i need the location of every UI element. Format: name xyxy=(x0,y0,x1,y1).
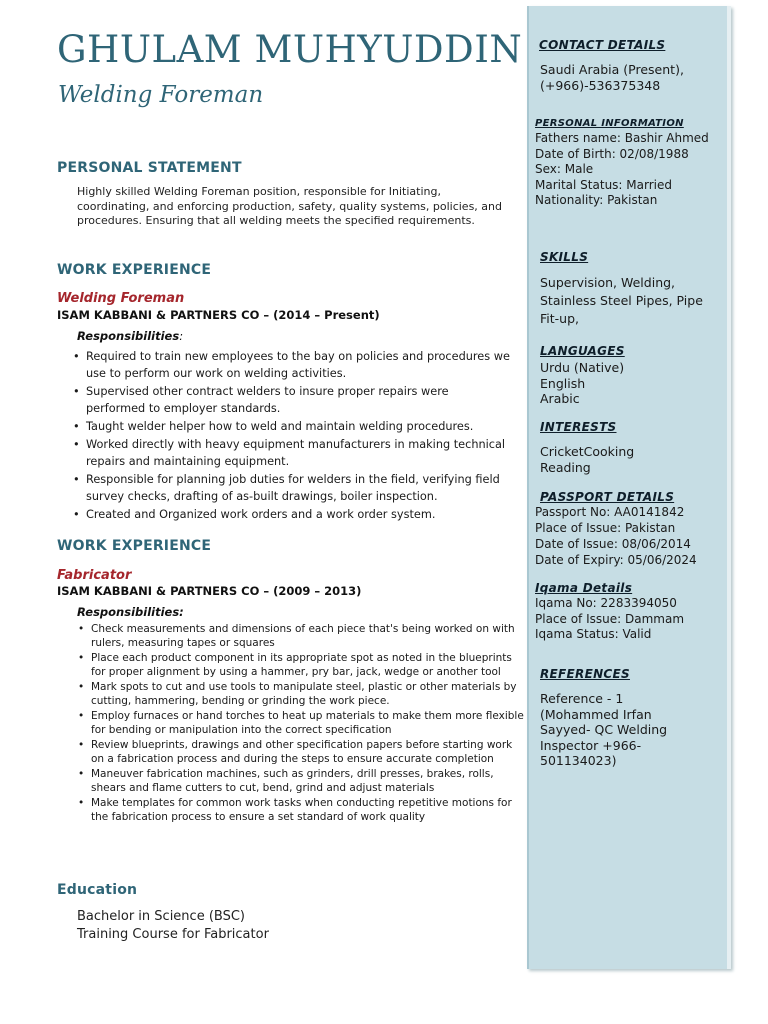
list-item: • Responsible for planning job duties for welders in the field, verifying field survey checks, drafting of as-built drawings, boiler inspection. xyxy=(86,471,511,505)
candidate-name: GHULAM MUHYUDDIN xyxy=(57,28,523,71)
skills-list: Supervision, Welding, Stainless Steel Pipes, Pipe Fit-up, xyxy=(540,275,703,326)
personal-statement-heading: PERSONAL STATEMENT xyxy=(57,160,242,176)
list-item: • Taught welder helper how to weld and maintain welding procedures. xyxy=(86,418,511,435)
list-item: • Mark spots to cut and use tools to manipulate steel, plastic or other materials by cutting, hammering, bending or grinding the work piece. xyxy=(91,680,524,708)
iqama-details: Iqama No: 2283394050 Place of Issue: Dammam Iqama Status: Valid xyxy=(535,596,685,641)
list-item: • Created and Organized work orders and a work order system. xyxy=(86,506,511,523)
personal-info-heading: PERSONAL INFORMATION xyxy=(535,118,684,129)
education-heading: Education xyxy=(57,882,138,898)
languages-list: Urdu (Native) English Arabic xyxy=(540,360,625,406)
passport-heading: PASSPORT DETAILS xyxy=(540,490,675,504)
personal-statement-text: Highly skilled Welding Foreman position, responsible for Initiating, coordinating, and enforcing production, safety, quality systems, policies, and procedures. Ensuring that all welding meets the specified requirements. xyxy=(77,185,502,227)
references-list: Reference - 1 (Mohammed Irfan Sayyed- QC Welding Inspector +966- 501134023) xyxy=(540,691,668,768)
list-item: • Place each product component in its appropriate spot as noted in the blueprints for proper alignment by using a hammer, pry bar, jack, wedge or another tool xyxy=(91,651,524,679)
company-line-2: ISAM KABBANI & PARTNERS CO – (2009 – 2013) xyxy=(57,584,362,598)
responsibilities-list-2 xyxy=(91,622,524,825)
list-item: • Required to train new employees to the bay on policies and procedures we use to perform our work on welding activities. xyxy=(86,348,511,382)
list-item: • Worked directly with heavy equipment manufacturers in making technical repairs and maintaining equipment. xyxy=(86,436,511,470)
interests-list: CricketCooking Reading xyxy=(540,444,635,475)
responsibilities-label-2: Responsibilities: xyxy=(77,605,184,619)
education-item: Training Course for Fabricator xyxy=(77,926,269,942)
work-experience-heading-2: WORK EXPERIENCE xyxy=(57,538,212,554)
references-heading: REFERENCES xyxy=(540,667,630,681)
job-title-1: Welding Foreman xyxy=(57,291,185,306)
list-item: • Employ furnaces or hand torches to heat up materials to make them more flexible for bending or manipulation into the correct specification xyxy=(91,709,524,737)
contact-heading: CONTACT DETAILS xyxy=(539,38,666,52)
candidate-title: Welding Foreman xyxy=(58,82,264,108)
responsibilities-list-1 xyxy=(86,348,511,524)
education-item: Bachelor in Science (BSC) xyxy=(77,909,245,924)
list-item: • Review blueprints, drawings and other specification papers before starting work on a fabrication process and during the steps to ensure accurate completion xyxy=(91,738,524,766)
list-item: • Supervised other contract welders to insure proper repairs were performed to employer standards. xyxy=(86,383,511,417)
responsibilities-label-1: Responsibilities: xyxy=(77,329,184,343)
company-line-1: ISAM KABBANI & PARTNERS CO – (2014 – Present) xyxy=(57,308,380,322)
skills-heading: SKILLS xyxy=(540,250,589,264)
job-title-2: Fabricator xyxy=(57,568,132,583)
list-item: • Check measurements and dimensions of each piece that's being worked on with rulers, measuring tapes or squares xyxy=(91,622,524,650)
personal-info: Fathers name: Bashir Ahmed Date of Birth: 02/08/1988 Sex: Male Marital Status: Married Nationality: Pakistan xyxy=(535,131,709,207)
education-list xyxy=(77,908,269,943)
list-item: • Make templates for common work tasks when conducting repetitive motions for the fabrication process to ensure a set standard of work quality xyxy=(91,796,524,824)
passport-details: Passport No: AA0141842 Place of Issue: Pakistan Date of Issue: 08/06/2014 Date of Expiry: 05/06/2024 xyxy=(535,505,697,567)
list-item: • Maneuver fabrication machines, such as grinders, drill presses, brakes, rolls, shears and flame cutters to cut, bend, grind and adjust materials xyxy=(91,767,524,795)
iqama-heading: Iqama Details xyxy=(535,581,633,595)
work-experience-heading-1: WORK EXPERIENCE xyxy=(57,262,212,278)
languages-heading: LANGUAGES xyxy=(540,344,625,358)
resume-sidebar xyxy=(527,6,731,969)
interests-heading: INTERESTS xyxy=(540,420,617,434)
contact-details: Saudi Arabia (Present), (+966)-536375348 xyxy=(540,62,684,93)
